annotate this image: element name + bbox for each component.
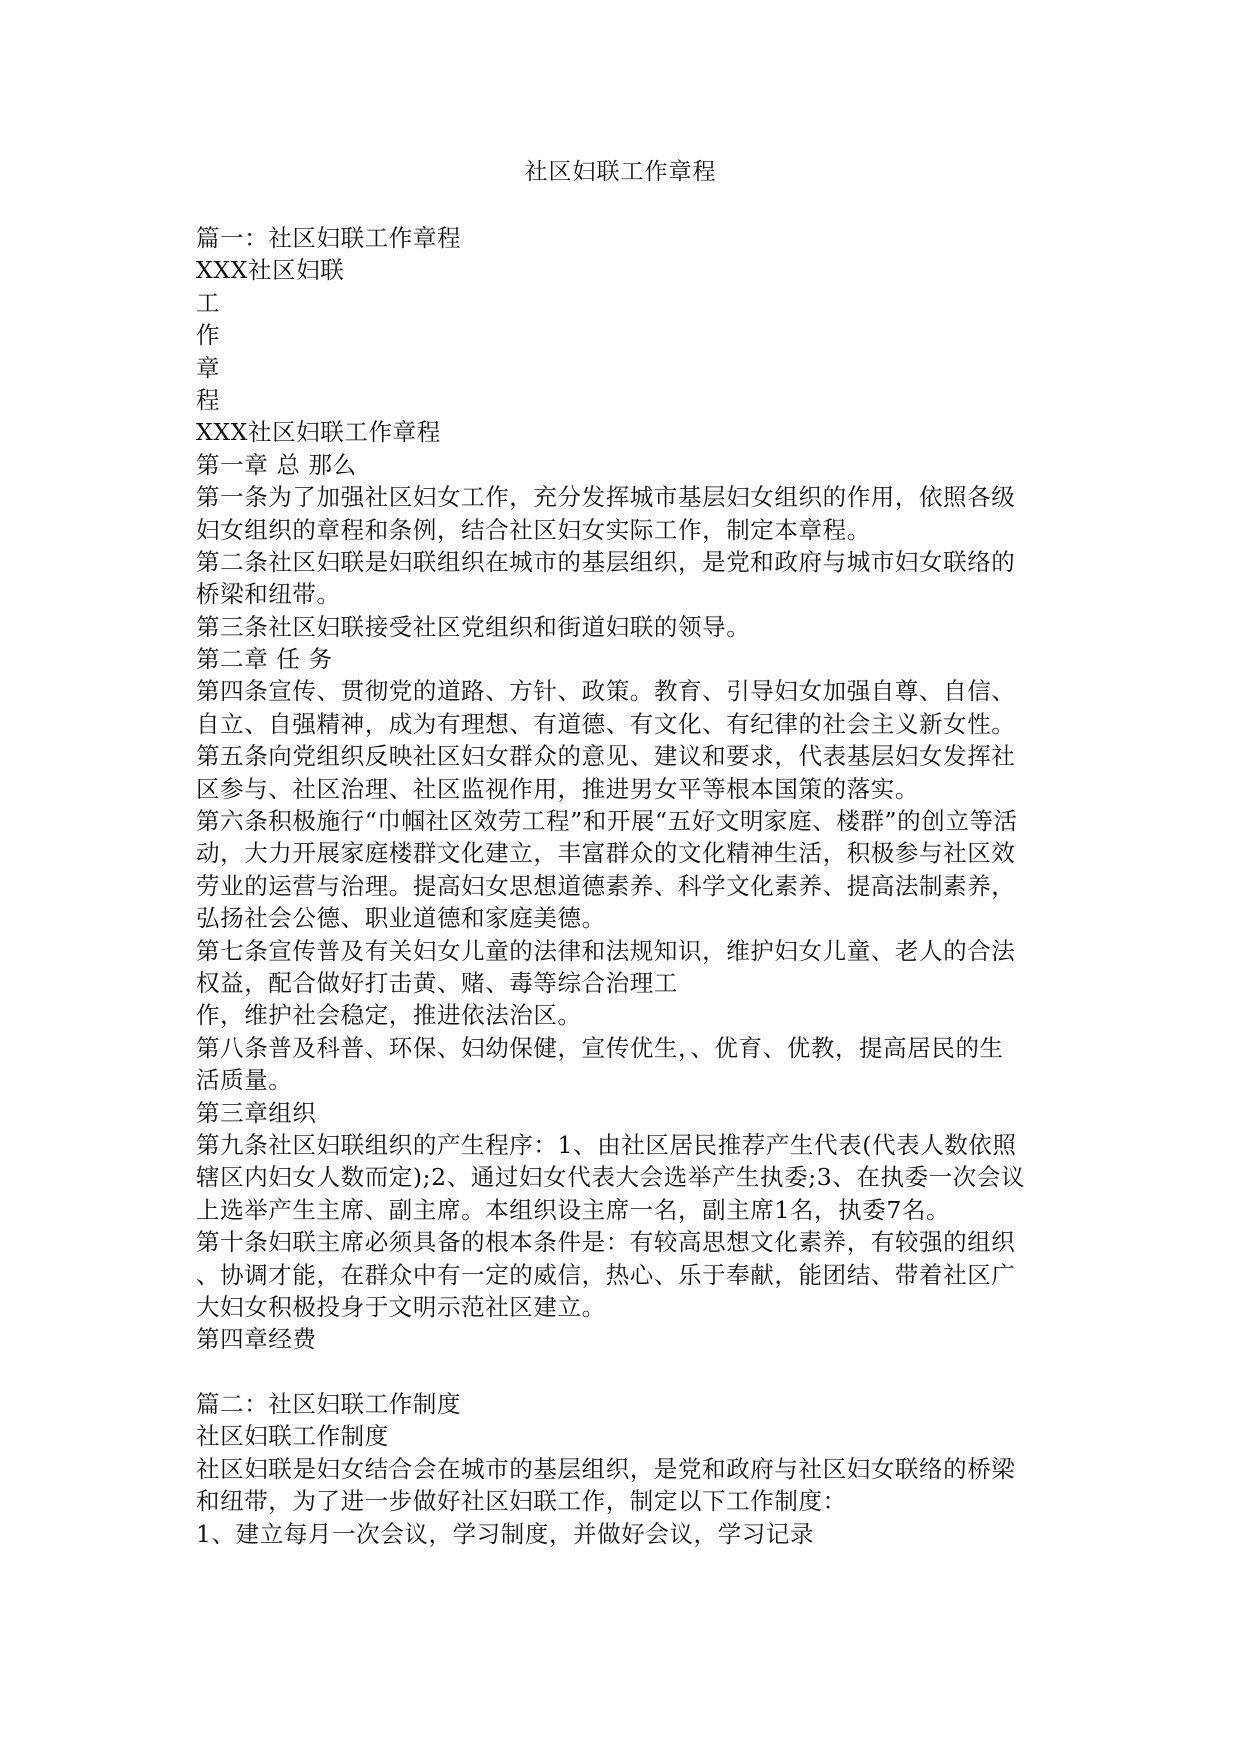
section-heading-part-one: 篇一：社区妇联工作章程 (196, 224, 462, 252)
text-line: 第四条宣传、贯彻党的道路、方针、政策。教育、引导妇女加强自尊、自信、 (196, 677, 1016, 706)
text-line: 第八条普及科普、环保、妇幼保健，宣传优生，、优育、优教，提高居民的生 (196, 1033, 1004, 1062)
document-body (196, 222, 1056, 1550)
text-line: 上选举产生主席、副主席。本组织设主席一名，副主席1名，执委7名。 (196, 1195, 951, 1224)
vertical-title-char: 章 (196, 353, 221, 382)
chapter-heading: 第二章 任 务 (196, 645, 333, 674)
text-line: 第五条向党组织反映社区妇女群众的意见、建议和要求，代表基层妇女发挥社 (196, 742, 1016, 771)
text-line: 第二条社区妇联是妇联组织在城市的基层组织，是党和政府与城市妇女联络的 (196, 547, 1016, 576)
text-line: 和纽带，为了进一步做好社区妇联工作，制定以下工作制度： (196, 1487, 847, 1516)
organization-name: XXX社区妇联 (196, 256, 345, 285)
text-line: 动，大力开展家庭楼群文化建立，丰富群众的文化精神生活，积极参与社区效 (196, 839, 1016, 868)
text-line: 妇女组织的章程和条例，结合社区妇女实际工作，制定本章程。 (196, 515, 871, 544)
chapter-heading: 第三章组织 (196, 1098, 317, 1127)
text-line: 、协调才能，在群众中有一定的威信，热心、乐于奉献，能团结、带着社区广 (196, 1260, 1016, 1289)
vertical-title-char: 工 (196, 288, 221, 317)
text-line: 第六条积极施行“巾帼社区效劳工程”和开展“五好文明家庭、楼群”的创立等活 (196, 807, 1018, 836)
text-line: 第十条妇联主席必须具备的根本条件是：有较高思想文化素养，有较强的组织 (196, 1228, 1016, 1257)
document-title: 社区妇联工作章程 (524, 159, 717, 185)
text-line: 大妇女积极投身于文明示范社区建立。 (196, 1292, 606, 1321)
text-line: 第七条宣传普及有关妇女儿童的法律和法规知识，维护妇女儿童、老人的合法 (196, 936, 1016, 965)
text-line: 第一条为了加强社区妇女工作，充分发挥城市基层妇女组织的作用，依照各级 (196, 483, 1016, 512)
text-line: 区参与、社区治理、社区监视作用，推进男女平等根本国策的落实。 (196, 774, 919, 803)
text-line: 1、建立每月一次会议，学习制度，并做好会议，学习记录 (196, 1519, 815, 1548)
text-line: 桥梁和纽带。 (196, 580, 341, 609)
text-line: 第九条社区妇联组织的产生程序：1、由社区居民推荐产生代表(代表人数依照 (196, 1130, 1017, 1159)
charter-title: XXX社区妇联工作章程 (196, 418, 441, 447)
text-line: 第三条社区妇联接受社区党组织和街道妇联的领导。 (196, 612, 751, 641)
text-line: 社区妇联是妇女结合会在城市的基层组织，是党和政府与社区妇女联络的桥梁 (196, 1454, 1016, 1483)
vertical-title-char: 程 (196, 385, 221, 414)
text-line: 劳业的运营与治理。提高妇女思想道德素养、科学文化素养、提高法制素养， (196, 871, 1016, 900)
section-heading-part-two: 篇二：社区妇联工作制度 (196, 1390, 462, 1419)
blank-line (196, 1356, 1056, 1388)
text-line: 辖区内妇女人数而定);2、通过妇女代表大会选举产生执委;3、在执委一次会议 (196, 1163, 1026, 1192)
text-line: 权益，配合做好打击黄、赌、毒等综合治理工 (196, 968, 678, 997)
chapter-heading: 第四章经费 (196, 1325, 317, 1354)
subsection-title: 社区妇联工作制度 (196, 1422, 389, 1451)
chapter-heading: 第一章 总 那么 (196, 450, 357, 479)
text-line: 作，维护社会稳定，推进依法治区。 (196, 1001, 582, 1030)
vertical-title-char: 作 (196, 321, 221, 350)
text-line: 活质量。 (196, 1066, 293, 1095)
text-line: 自立、自强精神，成为有理想、有道德、有文化、有纪律的社会主义新女性。 (196, 709, 1016, 738)
text-line: 弘扬社会公德、职业道德和家庭美德。 (196, 904, 606, 933)
